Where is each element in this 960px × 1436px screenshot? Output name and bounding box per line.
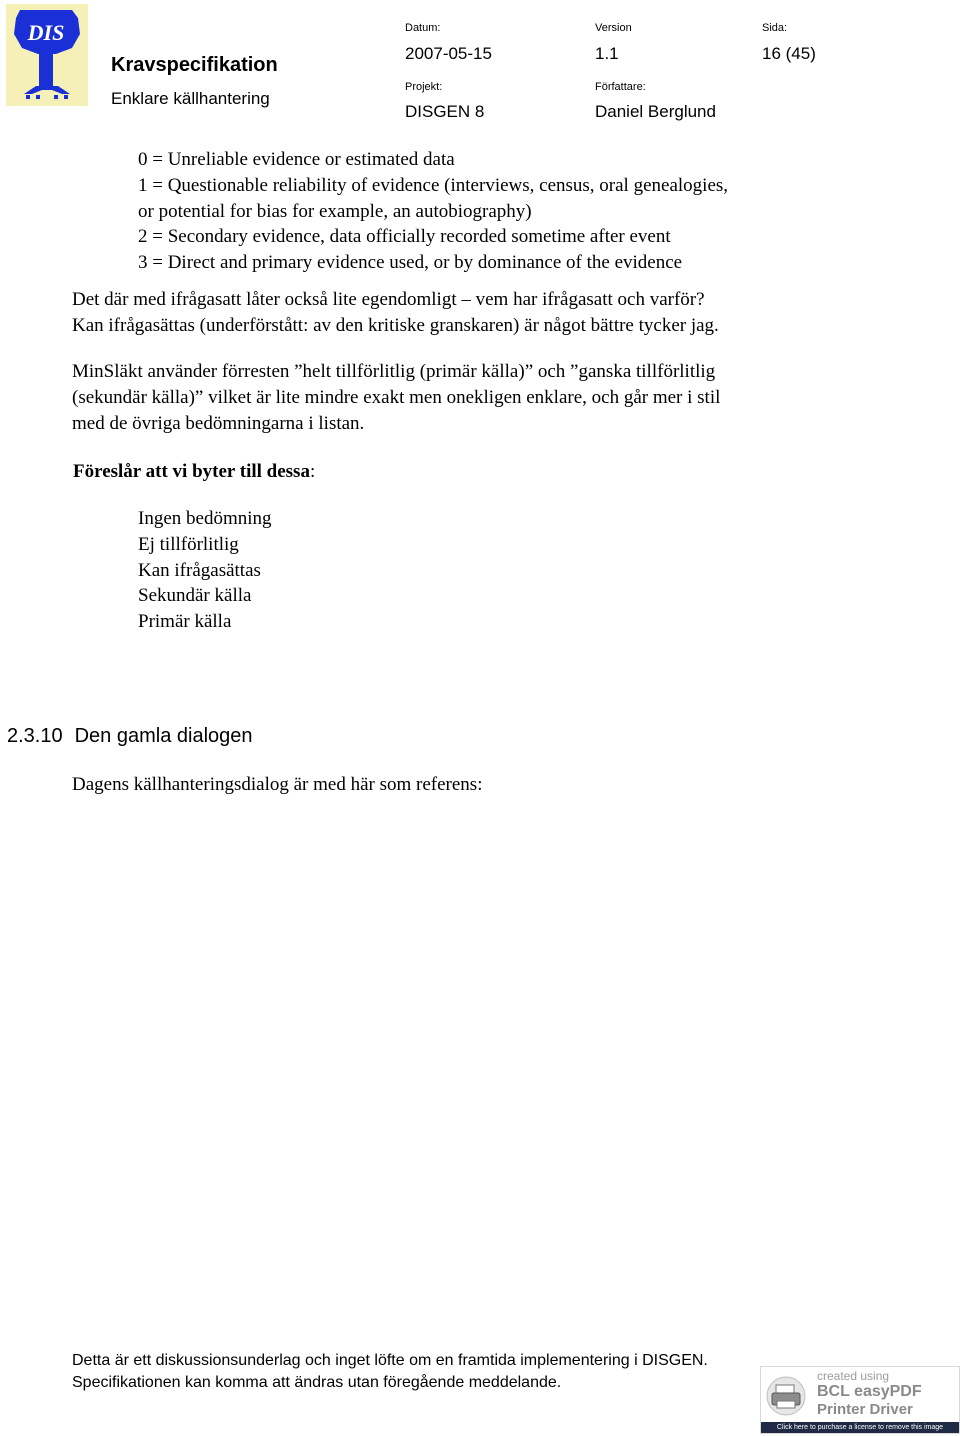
footer-line-2: Specifikationen kan komma att ändras utan föregående meddelande. bbox=[72, 1374, 562, 1391]
list-item: 1 = Questionable reliability of evidence (interviews, census, oral genealogies, bbox=[138, 174, 729, 196]
evidence-scale-list bbox=[138, 147, 728, 276]
document-subtitle: Enklare källhantering bbox=[111, 89, 270, 108]
proposal-heading bbox=[73, 459, 315, 485]
date-label: Datum: bbox=[405, 22, 441, 34]
paragraph-line: MinSläkt använder förresten ”helt tillförlitlig (primär källa)” och ”ganska tillförlitlig bbox=[72, 361, 716, 382]
logo-text: DIS bbox=[27, 20, 65, 45]
paragraph-line: med de övriga bedömningarna i listan. bbox=[72, 412, 365, 434]
project-label: Projekt: bbox=[405, 81, 443, 93]
bcl-watermark[interactable] bbox=[760, 1366, 960, 1434]
paragraph-questioned bbox=[72, 287, 719, 339]
list-item: Kan ifrågasättas bbox=[138, 559, 261, 581]
watermark-product-1: BCL easyPDF bbox=[817, 1383, 922, 1400]
list-item: 3 = Direct and primary evidence used, or by dominance of the evidence bbox=[138, 252, 683, 274]
list-item: 0 = Unreliable evidence or estimated data bbox=[138, 149, 455, 170]
version-label: Version bbox=[595, 22, 632, 34]
list-item: 2 = Secondary evidence, data officially recorded sometime after event bbox=[138, 226, 671, 248]
section-text: Dagens källhanteringsdialog är med här som referens: bbox=[72, 774, 483, 795]
footer-line-1: Detta är ett diskussionsunderlag och inget löfte om en framtida implementering i DISGEN. bbox=[72, 1352, 708, 1369]
list-item: Primär källa bbox=[138, 611, 232, 633]
list-item: or potential for bias for example, an autobiography) bbox=[138, 200, 532, 222]
page-label: Sida: bbox=[762, 22, 788, 34]
list-item: Ingen bedömning bbox=[138, 508, 272, 529]
paragraph-line: Kan ifrågasättas (underförstått: av den kritiske granskaren) är något bättre tycker jag. bbox=[72, 314, 719, 336]
section-title: Den gamla dialogen bbox=[74, 725, 253, 747]
list-item: Ej tillförlitlig bbox=[138, 533, 239, 555]
date-value: 2007-05-15 bbox=[405, 44, 492, 63]
version-value: 1.1 bbox=[595, 44, 619, 63]
proposal-heading-colon: : bbox=[309, 461, 316, 482]
author-value: Daniel Berglund bbox=[595, 102, 716, 121]
author-label: Författare: bbox=[595, 81, 646, 93]
printer-icon bbox=[765, 1375, 807, 1417]
watermark-product-2: Printer Driver bbox=[817, 1401, 913, 1418]
proposal-heading-text: Föreslår att vi byter till dessa bbox=[73, 461, 310, 482]
watermark-created: created using bbox=[817, 1369, 890, 1383]
project-value: DISGEN 8 bbox=[405, 102, 485, 121]
dis-logo bbox=[6, 4, 88, 106]
section-number: 2.3.10 bbox=[7, 725, 63, 747]
page-value: 16 (45) bbox=[762, 44, 816, 63]
paragraph-line: (sekundär källa)” vilket är lite mindre exakt men onekligen enklare, och går mer i stil bbox=[72, 386, 721, 408]
section-heading bbox=[7, 725, 253, 748]
paragraph-minslakt bbox=[72, 359, 720, 436]
document-title: Kravspecifikation bbox=[111, 54, 278, 76]
proposal-list bbox=[138, 506, 272, 635]
watermark-purchase-link[interactable]: Click here to purchase a license to remove this image bbox=[761, 1422, 959, 1433]
paragraph-line: Det där med ifrågasatt låter också lite egendomligt – vem har ifrågasatt och varför? bbox=[72, 289, 705, 310]
list-item: Sekundär källa bbox=[138, 585, 252, 607]
